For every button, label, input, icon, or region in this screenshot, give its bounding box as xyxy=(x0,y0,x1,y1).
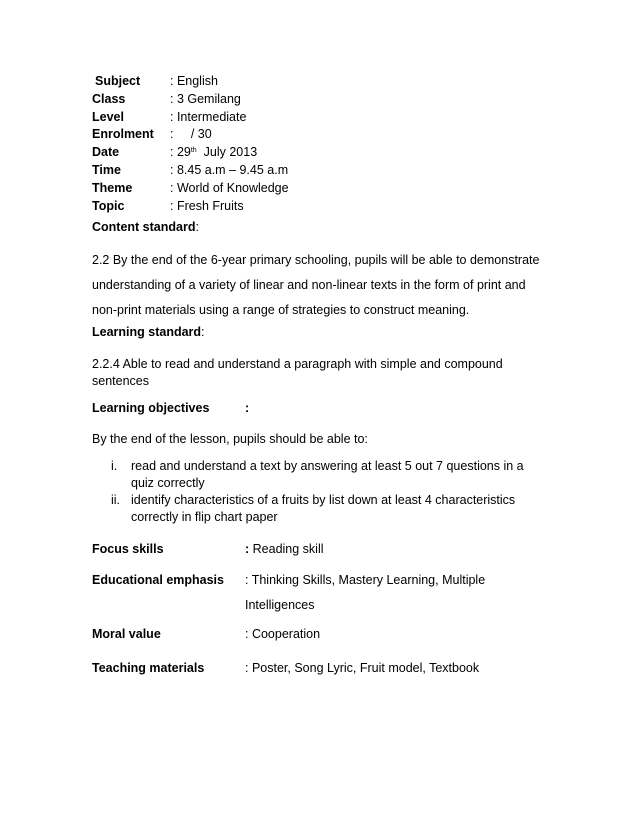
info-value: : 3 Gemilang xyxy=(170,91,241,106)
detail-label: Teaching materials xyxy=(92,661,205,675)
learning-standard-text: 2.2.4 Able to read and understand a paragraph with simple and compound sentences xyxy=(92,357,503,388)
info-row-class xyxy=(92,91,289,109)
detail-label: Moral value xyxy=(92,627,161,641)
detail-value: : Cooperation xyxy=(245,627,321,641)
content-standard-heading xyxy=(92,220,552,234)
info-label: Theme xyxy=(92,180,133,195)
info-value: : World of Knowledge xyxy=(170,180,289,195)
detail-value: : Poster, Song Lyric, Fruit model, Textbook xyxy=(245,661,480,675)
date-suffix: th xyxy=(190,147,197,155)
info-label: Enrolment xyxy=(92,127,154,142)
detail-label: Educational emphasis xyxy=(92,573,224,587)
list-number: i. xyxy=(111,459,118,473)
date-month-year: July 2013 xyxy=(196,145,258,160)
info-value: : Intermediate xyxy=(170,109,247,124)
info-row-time xyxy=(92,162,289,180)
info-label: Time xyxy=(92,162,121,177)
lesson-info xyxy=(92,73,289,215)
info-label: Class xyxy=(92,91,126,106)
info-row-date xyxy=(92,144,289,162)
info-value xyxy=(170,144,257,162)
detail-moral-value xyxy=(92,622,552,647)
detail-colon: : xyxy=(245,542,250,556)
detail-educational-emphasis xyxy=(92,568,552,618)
info-value: : / 30 xyxy=(170,127,212,142)
info-value: : Fresh Fruits xyxy=(170,198,244,213)
info-row-theme xyxy=(92,180,289,198)
detail-text: Reading skill xyxy=(249,542,324,556)
info-label: Date xyxy=(92,145,120,160)
objectives-list xyxy=(100,458,540,526)
detail-focus-skills xyxy=(92,537,552,562)
section-heading: Content standard xyxy=(92,220,196,234)
date-day: : 29 xyxy=(170,145,191,160)
detail-value: : Thinking Skills, Mastery Learning, Multiple Intelligences xyxy=(245,573,486,612)
section-heading: Learning standard xyxy=(92,325,202,339)
content-standard-text: 2.2 By the end of the 6-year primary schooling, pupils will be able to demonstrate understanding of a variety of linear and non-linear texts in the form of print and non-print materials using a range of strategies to construct meaning. xyxy=(92,253,540,317)
info-value: : English xyxy=(170,74,218,88)
detail-value xyxy=(245,537,552,562)
learning-objectives-intro: By the end of the lesson, pupils should be able to: xyxy=(92,432,368,446)
list-text: identify characteristics of a fruits by list down at least 4 characteristics correctly in flip chart paper xyxy=(131,493,516,524)
info-label: Subject xyxy=(95,74,141,88)
info-row-subject xyxy=(92,73,289,91)
heading-colon: : xyxy=(245,401,250,415)
info-row-level xyxy=(92,109,289,127)
list-item xyxy=(100,492,540,526)
detail-label: Focus skills xyxy=(92,542,164,556)
heading-colon: : xyxy=(195,220,199,234)
info-label: Topic xyxy=(92,198,125,213)
list-text: read and understand a text by answering at least 5 out 7 questions in a quiz correctly xyxy=(131,459,524,490)
info-row-topic xyxy=(92,198,289,216)
learning-objectives-heading xyxy=(92,401,552,415)
info-value: : 8.45 a.m – 9.45 a.m xyxy=(170,162,289,177)
info-label: Level xyxy=(92,109,124,124)
list-number: ii. xyxy=(111,493,121,507)
heading-colon: : xyxy=(201,325,205,339)
list-item xyxy=(100,458,540,492)
detail-teaching-materials xyxy=(92,656,552,681)
info-row-enrolment xyxy=(92,126,289,144)
learning-standard-heading xyxy=(92,325,552,339)
section-heading: Learning objectives xyxy=(92,401,210,415)
